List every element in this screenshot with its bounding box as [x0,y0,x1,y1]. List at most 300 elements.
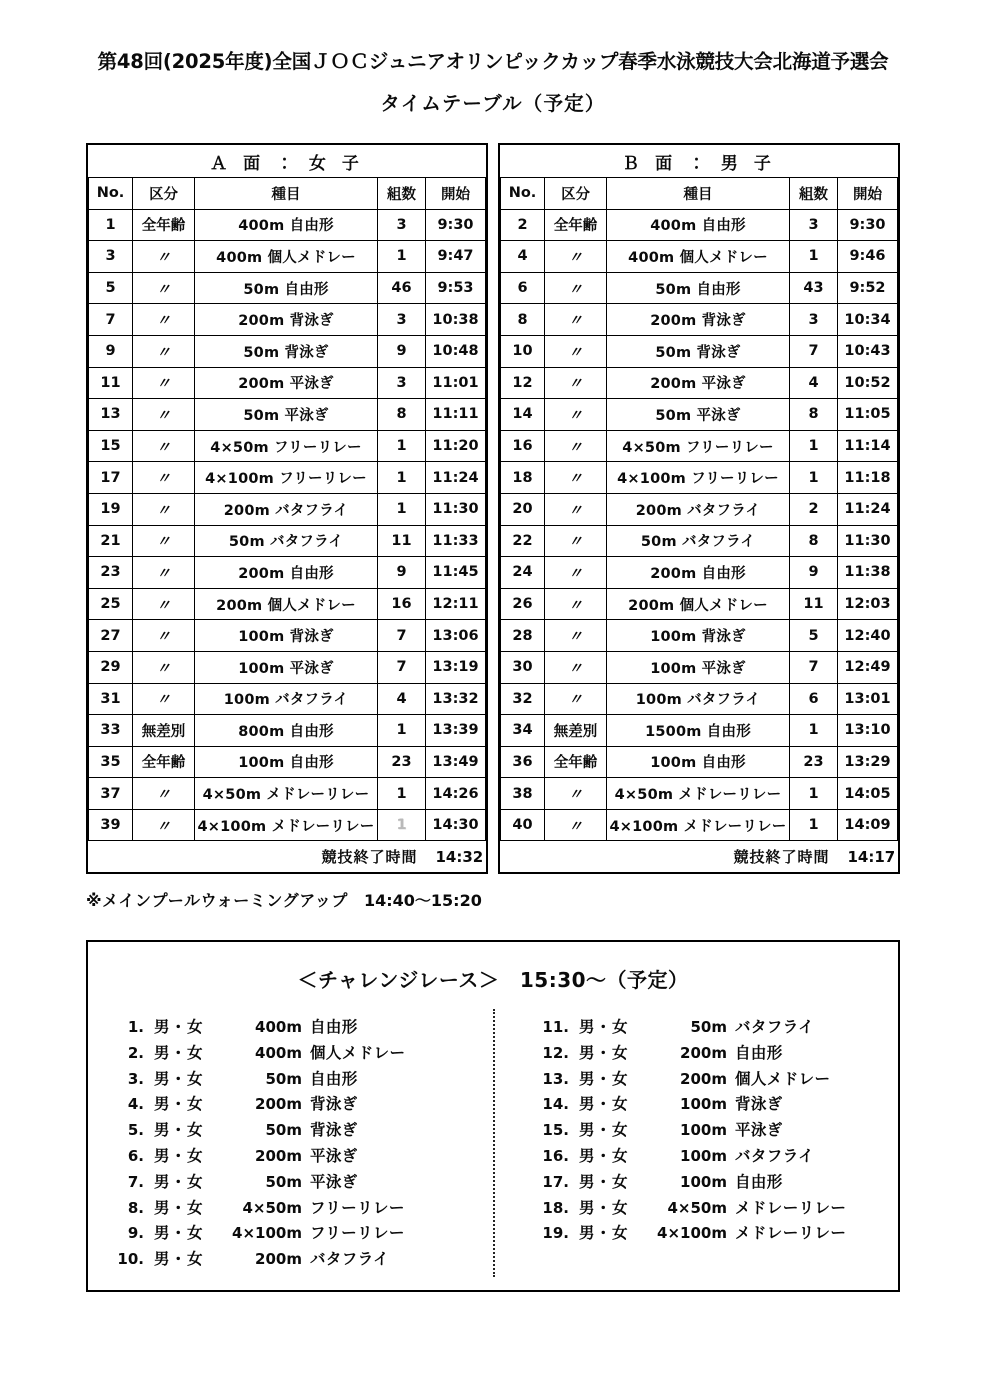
event-name: 400m 個人メドレー [607,241,790,273]
event-heats: 16 [377,588,425,620]
note-text: メインプールウォーミングアップ [102,891,348,910]
event-heats: 1 [789,778,837,810]
event-heats: 1 [789,809,837,841]
event-category: 〃 [133,462,195,494]
event-category: 〃 [133,335,195,367]
challenge-item-number: 17. [542,1172,569,1191]
challenge-item-distance: 200m [255,1095,302,1114]
event-category: 〃 [133,272,195,304]
list-item [110,1170,493,1196]
challenge-item-style: バタフライ [310,1250,390,1269]
challenge-item-category: 男・女 [579,1146,629,1165]
warmup-note [86,888,482,911]
challenge-item-number: 11. [542,1018,569,1036]
event-name: 100m バタフライ [607,683,790,715]
table-row [501,209,898,241]
challenge-item-style: 平泳ぎ [735,1121,783,1140]
event-name: 4×50m メドレーリレー [607,778,790,810]
table-row [89,304,486,336]
event-category: 〃 [133,557,195,589]
event-name: 200m 背泳ぎ [195,304,378,336]
table-row [89,746,486,778]
event-no: 31 [89,683,133,715]
challenge-item-distance: 100m [680,1172,727,1191]
challenge-item-number: 8. [127,1198,144,1217]
column-header-event: 種目 [607,178,790,210]
challenge-item-style: 平泳ぎ [310,1172,358,1191]
challenge-item-number: 6. [127,1146,144,1165]
challenge-item-number: 16. [542,1146,569,1165]
event-heats: 3 [789,209,837,241]
list-item [110,1092,493,1118]
challenge-item-style: 自由形 [310,1018,358,1036]
event-category: 〃 [545,651,607,683]
event-no: 10 [501,335,545,367]
table-row [501,683,898,715]
event-category: 〃 [133,683,195,715]
event-heats: 9 [789,557,837,589]
event-no: 40 [501,809,545,841]
table-body-a [89,145,486,872]
event-name: 50m 背泳ぎ [195,335,378,367]
event-category: 〃 [133,367,195,399]
event-category: 〃 [545,683,607,715]
event-no: 39 [89,809,133,841]
event-name: 200m 個人メドレー [195,588,378,620]
event-no: 4 [501,241,545,273]
event-name: 50m バタフライ [195,525,378,557]
event-heats: 8 [789,525,837,557]
finish-time-label: 競技終了時間 [501,841,838,873]
event-name: 100m 背泳ぎ [607,620,790,652]
list-item [110,1067,493,1093]
challenge-item-style: 背泳ぎ [310,1095,358,1114]
challenge-item-category: 男・女 [579,1198,629,1217]
challenge-item-style: フリーリレー [310,1224,405,1243]
event-name: 200m バタフライ [607,493,790,525]
table-row [501,304,898,336]
event-no: 7 [89,304,133,336]
event-category: 全年齢 [545,209,607,241]
event-heats: 1 [789,715,837,747]
event-heats: 3 [377,304,425,336]
event-start-time: 13:49 [425,746,485,778]
event-name: 200m バタフライ [195,493,378,525]
challenge-item-style: メドレーリレー [735,1198,847,1217]
event-no: 26 [501,588,545,620]
event-category: 〃 [545,241,607,273]
challenge-item-style: フリーリレー [310,1198,405,1217]
event-name: 4×100m フリーリレー [195,462,378,494]
table-row [89,809,486,841]
event-name: 200m 背泳ぎ [607,304,790,336]
table-row [89,399,486,431]
event-category: 〃 [133,778,195,810]
challenge-item-number: 2. [127,1043,144,1062]
event-start-time: 13:19 [425,651,485,683]
event-no: 34 [501,715,545,747]
list-item [535,1144,898,1170]
event-category: 〃 [133,430,195,462]
challenge-item-distance: 50m [265,1121,302,1140]
challenge-item-style: 背泳ぎ [735,1095,783,1114]
challenge-item-number: 4. [127,1095,144,1114]
challenge-item-number: 7. [127,1172,144,1191]
column-header-start: 開始 [837,178,897,210]
event-category: 〃 [545,272,607,304]
event-category: 〃 [545,367,607,399]
table-row [501,620,898,652]
finish-time-row [89,841,486,873]
table-row [89,683,486,715]
event-category: 〃 [545,335,607,367]
challenge-item-category: 男・女 [579,1043,629,1062]
challenge-item-distance: 4×100m [657,1224,727,1243]
event-name: 200m 個人メドレー [607,588,790,620]
column-header-start: 開始 [425,178,485,210]
table-row [89,241,486,273]
event-heats: 8 [377,399,425,431]
event-heats: 46 [377,272,425,304]
event-no: 18 [501,462,545,494]
challenge-item-category: 男・女 [154,1250,204,1269]
challenge-item-distance: 400m [255,1018,302,1036]
event-no: 14 [501,399,545,431]
table-row [89,715,486,747]
finish-time-label: 競技終了時間 [89,841,426,873]
table-row [89,525,486,557]
challenge-list-right [493,1015,898,1273]
challenge-item-distance: 4×50m [667,1198,727,1217]
event-name: 100m 平泳ぎ [607,651,790,683]
column-header-event: 種目 [195,178,378,210]
challenge-item-style: 自由形 [310,1069,358,1088]
column-header-no: No. [501,178,545,210]
event-name: 100m 背泳ぎ [195,620,378,652]
event-category: 〃 [545,399,607,431]
table-row [89,367,486,399]
event-start-time: 10:38 [425,304,485,336]
event-heats: 1 [377,778,425,810]
event-heats: 6 [789,683,837,715]
event-start-time: 14:09 [837,809,897,841]
event-name: 50m 背泳ぎ [607,335,790,367]
challenge-item-category: 男・女 [154,1043,204,1062]
challenge-item-category: 男・女 [154,1198,204,1217]
event-start-time: 14:26 [425,778,485,810]
event-start-time: 12:49 [837,651,897,683]
event-no: 35 [89,746,133,778]
event-heats: 1 [789,241,837,273]
event-no: 29 [89,651,133,683]
challenge-item-category: 男・女 [579,1095,629,1114]
event-heats: 3 [377,367,425,399]
event-heats: 4 [789,367,837,399]
event-name: 1500m 自由形 [607,715,790,747]
challenge-item-style: メドレーリレー [735,1224,847,1243]
event-heats: 23 [377,746,425,778]
challenge-item-style: 個人メドレー [310,1043,406,1062]
event-start-time: 13:01 [837,683,897,715]
schedule-table [88,145,486,872]
challenge-item-style: バタフライ [735,1018,815,1036]
challenge-item-category: 男・女 [154,1069,204,1088]
challenge-race-section [86,940,900,1292]
table-row [501,588,898,620]
event-no: 11 [89,367,133,399]
event-no: 33 [89,715,133,747]
challenge-item-category: 男・女 [579,1121,629,1140]
challenge-item-number: 15. [542,1121,569,1140]
challenge-item-distance: 100m [680,1095,727,1114]
list-item [535,1041,898,1067]
event-category: 全年齢 [545,746,607,778]
event-heats: 1 [377,715,425,747]
event-no: 28 [501,620,545,652]
event-name: 200m 自由形 [195,557,378,589]
event-category: 〃 [545,493,607,525]
event-start-time: 11:05 [837,399,897,431]
list-item [110,1144,493,1170]
event-name: 200m 平泳ぎ [195,367,378,399]
table-row [501,809,898,841]
challenge-item-category: 男・女 [579,1018,629,1036]
event-category: 〃 [545,778,607,810]
event-start-time: 11:45 [425,557,485,589]
table-row [501,557,898,589]
event-name: 4×50m フリーリレー [195,430,378,462]
list-item [110,1041,493,1067]
table-row [501,493,898,525]
event-heats: 7 [377,651,425,683]
timetable-b-men [498,143,900,874]
challenge-item-distance: 50m [690,1018,727,1036]
challenge-item-category: 男・女 [154,1121,204,1140]
event-start-time: 13:06 [425,620,485,652]
event-heats: 8 [789,399,837,431]
event-heats: 1 [377,809,425,841]
column-divider [493,1009,495,1277]
challenge-item-distance: 4×50m [242,1198,302,1217]
event-no: 32 [501,683,545,715]
event-no: 30 [501,651,545,683]
challenge-item-number: 9. [127,1224,144,1243]
challenge-item-category: 男・女 [154,1095,204,1114]
list-item [535,1092,898,1118]
table-header-row [89,178,486,210]
finish-time-value: 14:17 [837,841,897,873]
event-heats: 7 [789,335,837,367]
challenge-item-distance: 200m [680,1069,727,1088]
event-heats: 9 [377,335,425,367]
challenge-item-style: 自由形 [735,1172,783,1191]
event-no: 2 [501,209,545,241]
event-no: 19 [89,493,133,525]
event-no: 12 [501,367,545,399]
event-category: 〃 [133,304,195,336]
event-start-time: 9:52 [837,272,897,304]
column-header-kubun: 区分 [133,178,195,210]
event-category: 〃 [133,809,195,841]
list-item [110,1221,493,1247]
event-name: 4×50m フリーリレー [607,430,790,462]
challenge-item-category: 男・女 [154,1018,204,1036]
event-heats: 3 [789,304,837,336]
event-start-time: 10:48 [425,335,485,367]
table-row [89,430,486,462]
finish-time-value: 14:32 [425,841,485,873]
event-name: 100m 自由形 [195,746,378,778]
list-item [535,1118,898,1144]
event-heats: 5 [789,620,837,652]
table-row [501,241,898,273]
table-row [89,462,486,494]
table-row [501,651,898,683]
challenge-item-number: 19. [542,1224,569,1243]
event-category: 〃 [545,620,607,652]
event-start-time: 12:11 [425,588,485,620]
event-start-time: 9:30 [425,209,485,241]
challenge-item-distance: 200m [255,1146,302,1165]
event-no: 25 [89,588,133,620]
event-category: 〃 [545,557,607,589]
note-time: 14:40〜15:20 [363,891,482,910]
list-item [535,1067,898,1093]
event-name: 800m 自由形 [195,715,378,747]
event-start-time: 11:20 [425,430,485,462]
event-category: 〃 [545,462,607,494]
event-no: 15 [89,430,133,462]
event-start-time: 10:43 [837,335,897,367]
challenge-item-category: 男・女 [579,1224,629,1243]
event-category: 〃 [133,588,195,620]
document-subtitle: タイムテーブル（予定） [380,91,606,115]
event-start-time: 11:38 [837,557,897,589]
event-start-time: 11:30 [425,493,485,525]
event-category: 〃 [133,620,195,652]
challenge-item-number: 12. [542,1043,569,1062]
challenge-list-left [88,1015,493,1273]
event-start-time: 11:18 [837,462,897,494]
event-category: 〃 [545,809,607,841]
timetable-section [86,143,900,874]
event-start-time: 13:10 [837,715,897,747]
event-name: 4×50m メドレーリレー [195,778,378,810]
event-name: 50m 自由形 [195,272,378,304]
event-start-time: 11:01 [425,367,485,399]
event-category: 全年齢 [133,746,195,778]
challenge-item-distance: 50m [265,1172,302,1191]
event-no: 20 [501,493,545,525]
list-item [535,1196,898,1222]
event-start-time: 11:33 [425,525,485,557]
event-start-time: 9:53 [425,272,485,304]
table-row [89,651,486,683]
challenge-item-style: 背泳ぎ [310,1121,358,1140]
table-row [89,557,486,589]
event-start-time: 11:24 [837,493,897,525]
event-start-time: 14:05 [837,778,897,810]
challenge-item-category: 男・女 [154,1146,204,1165]
event-category: 〃 [133,241,195,273]
table-row [89,209,486,241]
event-start-time: 11:24 [425,462,485,494]
table-row [501,715,898,747]
table-caption: Ｂ 面 ： 男 子 [501,145,898,178]
event-name: 4×100m メドレーリレー [607,809,790,841]
event-start-time: 13:39 [425,715,485,747]
event-heats: 1 [377,430,425,462]
event-name: 400m 自由形 [607,209,790,241]
event-start-time: 9:46 [837,241,897,273]
event-start-time: 9:30 [837,209,897,241]
event-no: 6 [501,272,545,304]
table-caption-row [501,145,898,178]
challenge-item-distance: 50m [265,1069,302,1088]
event-heats: 4 [377,683,425,715]
challenge-item-number: 10. [117,1250,144,1269]
event-name: 400m 自由形 [195,209,378,241]
event-name: 50m バタフライ [607,525,790,557]
event-heats: 7 [377,620,425,652]
table-row [501,778,898,810]
event-name: 50m 平泳ぎ [195,399,378,431]
event-no: 22 [501,525,545,557]
challenge-item-style: 自由形 [735,1043,783,1062]
challenge-item-category: 男・女 [154,1224,204,1243]
event-no: 21 [89,525,133,557]
finish-time-row [501,841,898,873]
event-name: 4×100m メドレーリレー [195,809,378,841]
table-row [501,746,898,778]
event-start-time: 12:40 [837,620,897,652]
event-no: 9 [89,335,133,367]
challenge-item-distance: 4×100m [232,1224,302,1243]
event-category: 〃 [545,588,607,620]
event-start-time: 10:34 [837,304,897,336]
list-item [110,1015,493,1041]
event-no: 23 [89,557,133,589]
list-item [110,1247,493,1273]
list-item [110,1196,493,1222]
event-heats: 9 [377,557,425,589]
event-heats: 1 [377,241,425,273]
document-title: 第48回(2025年度)全国ＪＯＣジュニアオリンピックカップ春季水泳競技大会北海道予選会 [97,50,889,73]
event-no: 27 [89,620,133,652]
table-row [89,335,486,367]
event-no: 37 [89,778,133,810]
event-heats: 43 [789,272,837,304]
challenge-item-category: 男・女 [579,1172,629,1191]
table-row [89,493,486,525]
event-category: 〃 [133,493,195,525]
column-header-heats: 組数 [789,178,837,210]
event-category: 全年齢 [133,209,195,241]
table-caption-row [89,145,486,178]
event-no: 36 [501,746,545,778]
event-no: 38 [501,778,545,810]
challenge-item-number: 1. [127,1018,144,1036]
challenge-item-distance: 400m [255,1043,302,1062]
event-start-time: 11:30 [837,525,897,557]
column-header-heats: 組数 [377,178,425,210]
event-category: 〃 [545,304,607,336]
table-row [89,778,486,810]
challenge-item-style: 平泳ぎ [310,1146,358,1165]
event-category: 〃 [545,525,607,557]
page-title [0,0,986,113]
event-heats: 3 [377,209,425,241]
